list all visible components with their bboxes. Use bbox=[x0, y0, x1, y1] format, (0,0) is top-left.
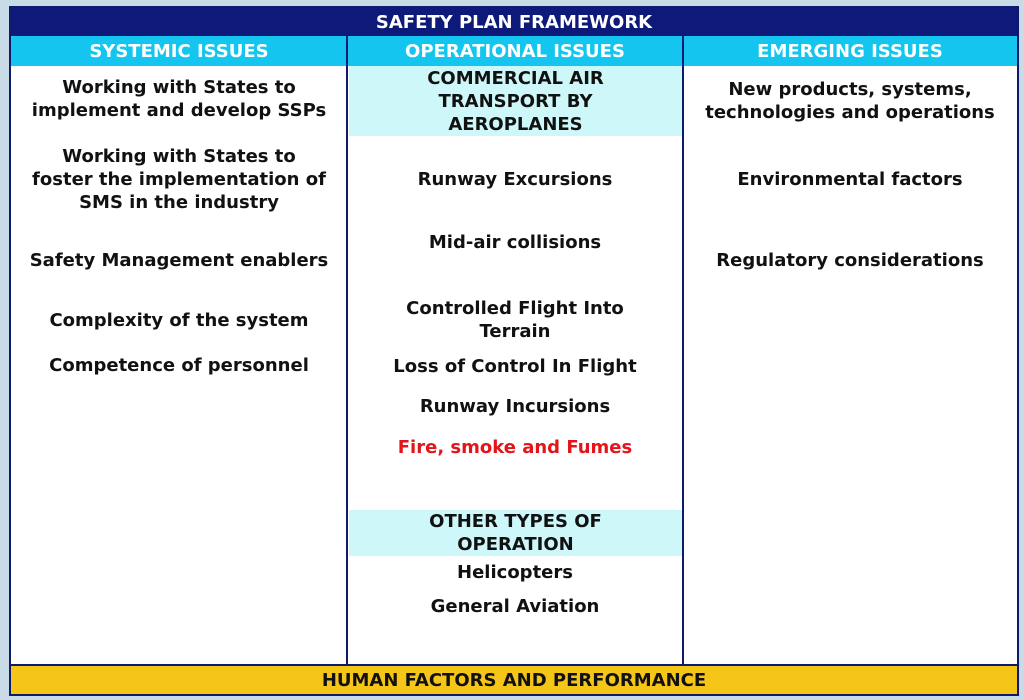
operational-item-cfit bbox=[347, 297, 683, 343]
emerging-issues-header: EMERGING ISSUES bbox=[683, 36, 1017, 66]
human-factors-footer: HUMAN FACTORS AND PERFORMANCE bbox=[11, 664, 1017, 694]
systemic-item-text: Working with States to foster the implementation of SMS in the industry bbox=[32, 146, 326, 213]
framework-diagram bbox=[9, 6, 1019, 696]
commercial-air-transport-heading bbox=[349, 66, 682, 136]
operational-item-fire-smoke: Fire, smoke and Fumes bbox=[397, 437, 633, 458]
operational-item-text: Controlled Flight Into Terrain bbox=[406, 298, 624, 342]
operational-item-general-aviation: General Aviation bbox=[430, 596, 600, 617]
emerging-item-text: New products, systems, technologies and operations bbox=[705, 79, 995, 123]
emerging-item-environmental: Environmental factors bbox=[737, 169, 963, 190]
diagram-title: SAFETY PLAN FRAMEWORK bbox=[11, 8, 1017, 36]
systemic-item-text: Working with States to implement and develop SSPs bbox=[31, 77, 327, 121]
other-operations-heading bbox=[349, 510, 682, 556]
operational-item-loc-i: Loss of Control In Flight bbox=[393, 356, 637, 377]
operational-item-helicopters: Helicopters bbox=[457, 562, 573, 583]
emerging-item-regulatory: Regulatory considerations bbox=[716, 250, 984, 271]
systemic-item-enablers: Safety Management enablers bbox=[29, 250, 329, 271]
systemic-item-complexity: Complexity of the system bbox=[49, 310, 309, 331]
systemic-item-competence: Competence of personnel bbox=[49, 355, 309, 376]
systemic-item-ssps bbox=[11, 76, 347, 122]
commercial-air-transport-heading-text: COMMERCIAL AIR TRANSPORT BY AEROPLANES bbox=[427, 67, 604, 135]
operational-item-mid-air: Mid-air collisions bbox=[428, 232, 602, 253]
operational-item-runway-excursions: Runway Excursions bbox=[417, 169, 613, 190]
other-operations-heading-text: OTHER TYPES OF OPERATION bbox=[429, 511, 602, 555]
operational-issues-header: OPERATIONAL ISSUES bbox=[347, 36, 683, 66]
operational-item-runway-incursions: Runway Incursions bbox=[419, 396, 611, 417]
systemic-issues-header: SYSTEMIC ISSUES bbox=[11, 36, 347, 66]
emerging-item-new-products bbox=[683, 78, 1017, 124]
systemic-item-sms bbox=[11, 145, 347, 214]
